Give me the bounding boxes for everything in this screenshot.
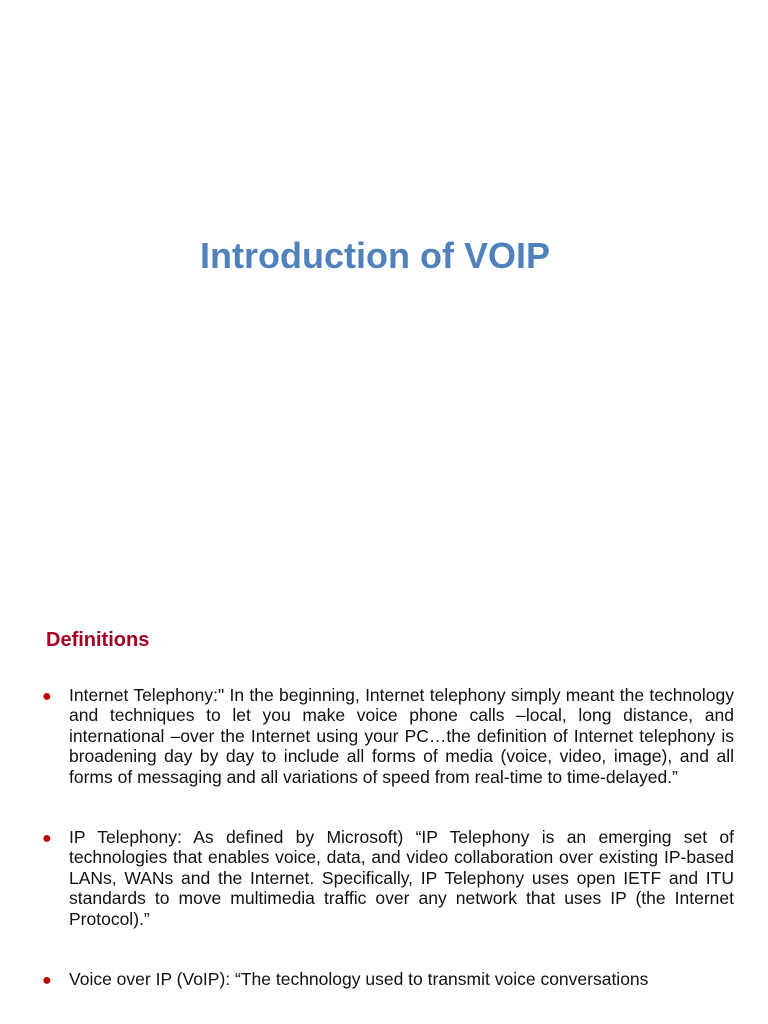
bullet-dot-icon: ●	[42, 830, 52, 848]
section-heading: Definitions	[46, 629, 150, 651]
definitions-slide	[0, 576, 768, 1024]
bullet-text: Voice over IP (VoIP): “The technology used to transmit voice conversations	[69, 969, 649, 990]
slide-title: Introduction of VOIP	[200, 235, 550, 276]
list-item	[0, 827, 734, 929]
bullet-dot-icon: ●	[42, 972, 52, 990]
bullet-text: Internet Telephony:" In the beginning, Internet telephony simply meant the technology and techniques to let you make voice phone calls –local, long distance, and international –over the Internet using your PC…the definition of Internet telephony is broadening day by day to include all forms of media (voice, video, image), and all forms of messaging and all variations of speed from real-time to time-delayed.”	[69, 685, 734, 787]
list-item	[0, 685, 734, 787]
definitions-list	[0, 685, 768, 989]
bullet-dot-icon: ●	[42, 688, 52, 705]
bullet-text: IP Telephony: As defined by Microsoft) “IP Telephony is an emerging set of technologies that enables voice, data, and video collaboration over existing IP-based LANs, WANs and the Internet. Specifically, IP Telephony uses open IETF and ITU standards to move multimedia traffic over any network that uses IP (the Internet Protocol).”	[69, 827, 734, 929]
list-item	[0, 969, 734, 989]
